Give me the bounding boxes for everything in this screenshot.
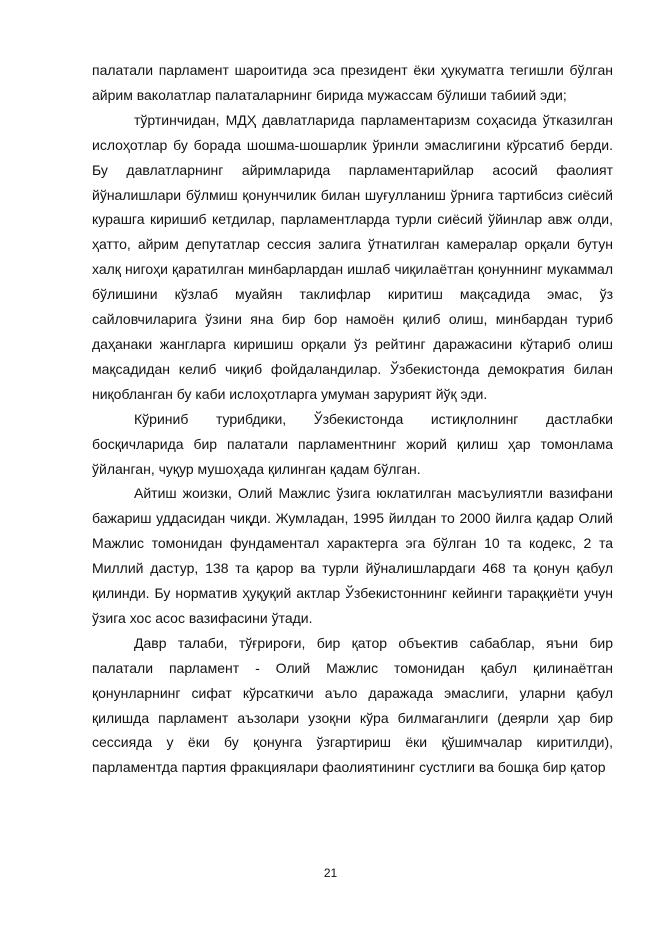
paragraph-1: палатали парламент шароитида эса президент ёки ҳукуматга тегишли бўлган айрим ваколатлар палаталарнинг бирида мужассам бўлиши табиий эди; xyxy=(92,62,613,103)
page-number: 21 xyxy=(323,866,338,880)
paragraph-4: Айтиш жоизки, Олий Мажлис ўзига юклатилган масъулиятли вазифани бажариш уддасидан чиқди. Жумладан, 1995 йилдан то 2000 йилга қадар Олий Мажлис томонидан фундаментал характерга эга бўлган 10 та кодекс, 2 та Миллий дастур, 138 та қарор ва турли йўналишлардаги 468 та қонун қабул қилинди. Бу норматив ҳуқуқий актлар Ўзбекистоннинг кейинги тараққиёти учун ўзига хос асос вазифасини ўтади. xyxy=(92,485,613,626)
paragraph-2: тўртинчидан, МДҲ давлатларида парламентаризм соҳасида ўтказилган ислоҳотлар бу борада шошма-шошарлик ўринли эмаслигини кўрсатиб берди. Бу давлатларнинг айримларида парламентарийлар асосий фаолият йўналишлари бўлмиш қонунчилик билан шуғулланиш ўрнига тартибсиз сиёсий курашга киришиб кетдилар, парламентларда турли сиёсий ўйинлар авж олди, ҳатто, айрим депутатлар сессия залига ўтнатилган камералар орқали бутун халқ нигоҳи қаратилган минбарлардан ишлаб чиқилаётган қонуннинг мукаммал бўлишини кўзлаб муайян таклифлар киритиш мақсадида эмас, ўз сайловчиларига ўзини яна бир бор намоён қилиб олиш, минбардан туриб даҳанаки жангларга киришиш орқали ўз рейтинг даражасини кўтариб олиш мақсадидан келиб чиқиб фойдаландилар. Ўзбекистонда демократия билан ниқобланган бу каби ислоҳотларга умуман зарурият йўқ эди. xyxy=(92,111,613,402)
paragraph-3: Кўриниб турибдики, Ўзбекистонда истиқлолнинг дастлабки босқичларида бир палатали парламентнинг жорий қилиш ҳар томонлама ўйланган, чуқур мушоҳада қилинган қадам бўлган. xyxy=(92,410,613,477)
paragraph-5: Давр талаби, тўғрироғи, бир қатор объектив сабаблар, яъни бир палатали парламент - Олий Мажлис томонидан қабул қилинаётган қонунларнинг сифат кўрсаткичи аъло даражада эмаслиги, уларни қабул қилишда парламент аъзолари узоқни кўра билмаганлиги (деярли ҳар бир сессияда у ёки бу қонунга ўзгартириш ёки қўшимчалар киритилди), парламентда партия фракциялари фаолиятининг сустлиги ва бошқа бир қатор xyxy=(92,634,613,776)
document-body xyxy=(92,58,613,780)
